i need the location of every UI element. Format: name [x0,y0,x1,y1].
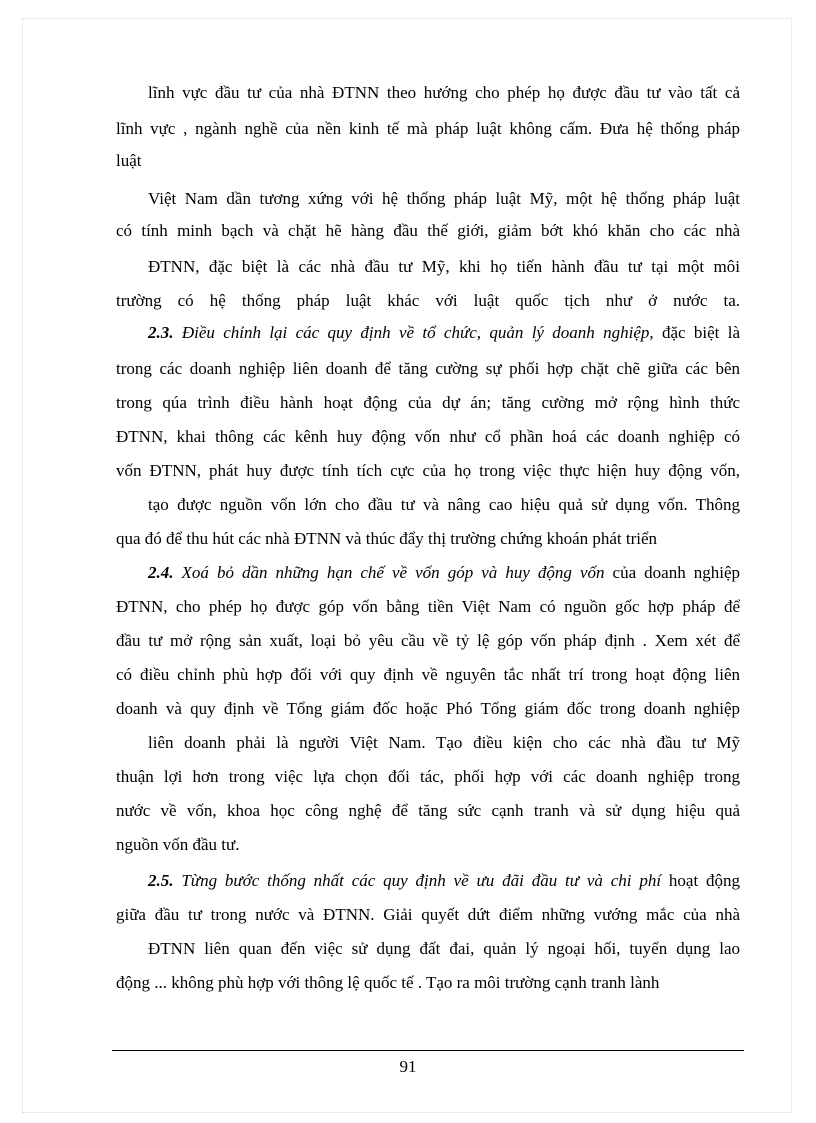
section-rest: của doanh nghiệp [604,563,741,582]
text-line: tạo được nguồn vốn lớn cho đầu tư và nâng cao hiệu quả sử dụng vốn. Thông [148,495,740,514]
text-line: ĐTNN, cho phép họ được góp vốn bằng tiền Việt Nam có nguồn gốc hợp pháp để [116,597,740,616]
footer-rule [112,1050,744,1051]
text-line: lĩnh vực , ngành nghề của nền kinh tế mà pháp luật không cấm. Đưa hệ thống pháp [116,119,740,138]
text-line: động ... không phù hợp với thông lệ quốc tế . Tạo ra môi trường cạnh tranh lành [116,973,660,992]
text-line: giữa đầu tư trong nước và ĐTNN. Giải quyết dứt điểm những vướng mắc của nhà [116,905,740,924]
text-line: ĐTNN, khai thông các kênh huy động vốn như cổ phần hoá các doanh nghiệp có [116,427,740,446]
text-line: trong qúa trình điều hành hoạt động của dự án; tăng cường mở rộng hình thức [116,393,740,412]
section-heading-2-3 [148,322,740,344]
text-line: trường có hệ thống pháp luật khác với luật quốc tịch như ở nước ta. [116,291,740,310]
section-title: Từng bước thống nhất các quy định về ưu đãi đầu tư và chi phí [181,871,662,890]
text-line: ĐTNN liên quan đến việc sử dụng đất đai, quản lý ngoại hối, tuyển dụng lao [148,939,740,958]
text-line: Việt Nam dần tương xứng với hệ thống pháp luật Mỹ, một hệ thống pháp luật [148,189,740,208]
section-heading-2-5 [148,870,740,892]
text-line: vốn ĐTNN, phát huy được tính tích cực của họ trong việc thực hiện huy động vốn, [116,461,740,480]
section-heading-2-4 [148,562,740,584]
section-rest: hoạt động [661,871,740,890]
text-line: thuận lợi hơn trong việc lựa chọn đối tác, phối hợp với các doanh nghiệp trong [116,767,740,786]
text-line: qua đó để thu hút các nhà ĐTNN và thúc đẩy thị trường chứng khoán phát triển [116,529,658,548]
section-number: 2.5. [148,871,174,890]
text-line: ĐTNN, đặc biệt là các nhà đầu tư Mỹ, khi họ tiến hành đầu tư tại một môi [148,257,740,276]
section-title: Điều chỉnh lại các quy định về tổ chức, quản lý doanh nghiệp [181,323,650,342]
text-line: liên doanh phải là người Việt Nam. Tạo điều kiện cho các nhà đầu tư Mỹ [148,733,740,752]
text-line: luật [116,151,142,170]
section-number: 2.4. [148,563,174,582]
text-line: nguồn vốn đầu tư. [116,835,240,854]
text-line: doanh và quy định về Tổng giám đốc hoặc Phó Tổng giám đốc trong doanh nghiệp [116,699,740,718]
page-number: 91 [399,1057,417,1076]
text-line: lĩnh vực đầu tư của nhà ĐTNN theo hướng cho phép họ được đầu tư vào tất cả [148,83,740,102]
text-line: trong các doanh nghiệp liên doanh để tăng cường sự phối hợp chặt chẽ giữa các bên [116,359,740,378]
text-line: nước về vốn, khoa học công nghệ để tăng sức cạnh tranh và sử dụng hiệu quả [116,801,740,820]
text-line: có điều chỉnh phù hợp đối với quy định về nguyên tắc nhất trí trong hoạt động liên [116,665,740,684]
section-title: Xoá bỏ dần những hạn chế về vốn góp và huy động vốn [181,563,605,582]
section-rest: , đặc biệt là [649,323,741,342]
text-line: có tính minh bạch và chặt hẽ hàng đầu thế giới, giảm bớt khó khăn cho các nhà [116,221,740,240]
text-line: đầu tư mở rộng sản xuất, loại bỏ yêu cầu về tỷ lệ góp vốn pháp định . Xem xét để [116,631,740,650]
section-number: 2.3. [148,323,174,342]
